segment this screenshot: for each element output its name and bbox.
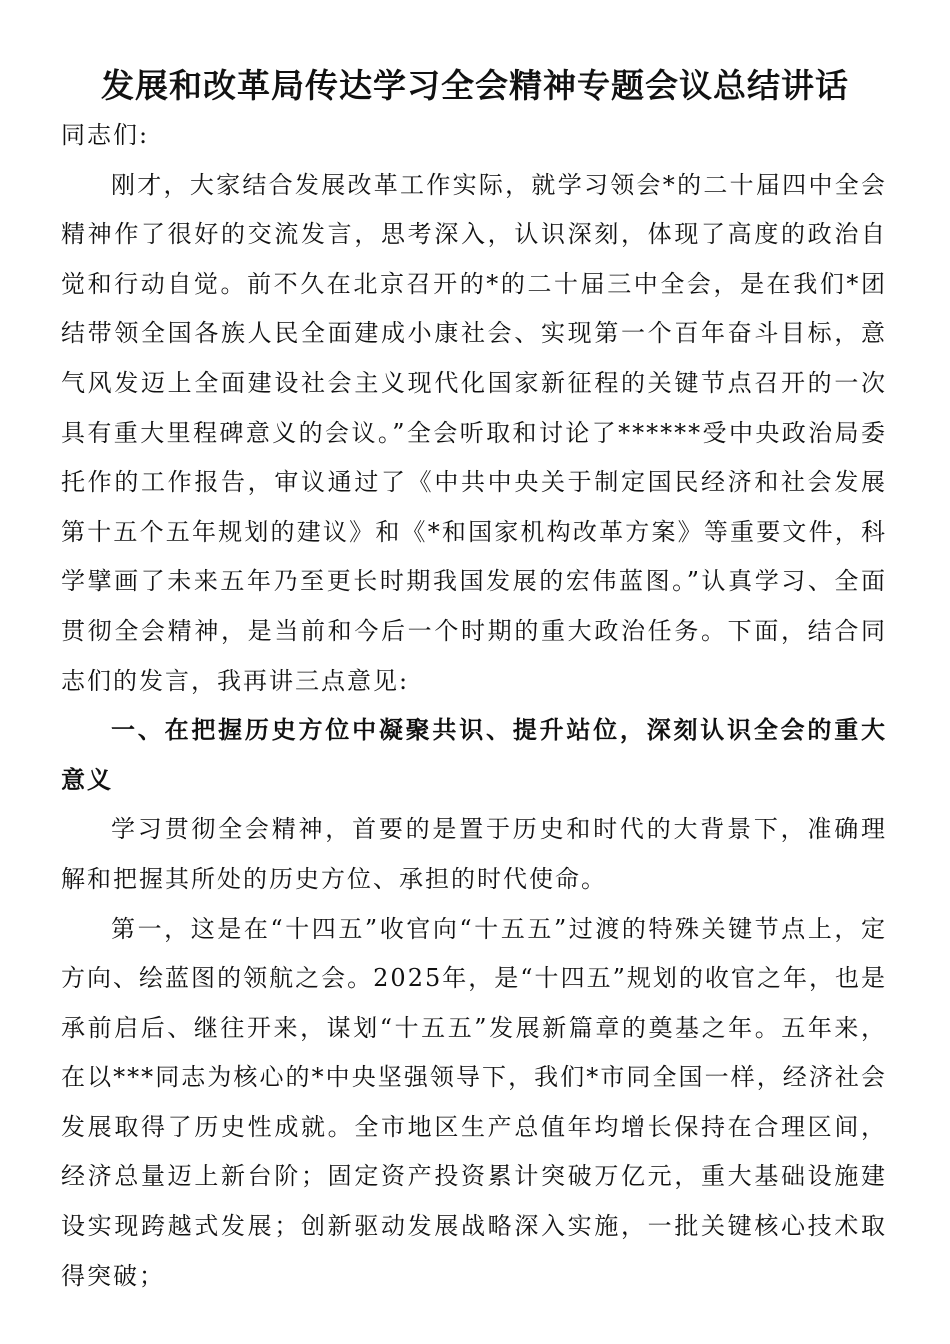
document-body bbox=[61, 111, 887, 1301]
paragraph-significance: 学习贯彻全会精神，首要的是置于历史和时代的大背景下，准确理解和把握其所处的历史方位、承担的时代使命。 bbox=[61, 815, 887, 893]
document-title: 发展和改革局传达学习全会精神专题会议总结讲话 bbox=[101, 66, 849, 105]
paragraph-opening: 刚才，大家结合发展改革工作实际，就学习领会*的二十届四中全会精神作了很好的交流发言，思考深入，认识深刻，体现了高度的政治自觉和行动自觉。前不久在北京召开的*的二十届三中全会，是在我们*团结带领全国各族人民全面建成小康社会、实现第一个百年奋斗目标，意气风发迈上全面建设社会主义现代化国家新征程的关键节点召开的一次具有重大里程碑意义的会议。”全会听取和讨论了******受中央政治局委托作的工作报告，审议通过了《中共中央关于制定国民经济和社会发展第十五个五年规划的建议》和《*和国家机构改革方案》等重要文件，科学擘画了未来五年乃至更长时期我国发展的宏伟蓝图。”认真学习、全面贯彻全会精神，是当前和今后一个时期的重大政治任务。下面，结合同志们的发言，我再讲三点意见: bbox=[61, 170, 887, 695]
section-heading-one: 一、在把握历史方位中凝聚共识、提升站位，深刻认识全会的重大意义 bbox=[61, 716, 887, 794]
salutation: 同志们: bbox=[61, 121, 150, 149]
paragraph-point-one: 第一，这是在“十四五”收官向“十五五”过渡的特殊关键节点上，定方向、绘蓝图的领航之会。2025年，是“十四五”规划的收官之年，也是承前启后、继往开来，谋划“十五五”发展新篇章的奠基之年。五年来，在以***同志为核心的*中央坚强领导下，我们*市同全国一样，经济社会发展取得了历史性成就。全市地区生产总值年均增长保持在合理区间，经济总量迈上新台阶；固定资产投资累计突破万亿元，重大基础设施建设实现跨越式发展；创新驱动发展战略深入实施，一批关键核心技术取得突破； bbox=[61, 914, 887, 1290]
